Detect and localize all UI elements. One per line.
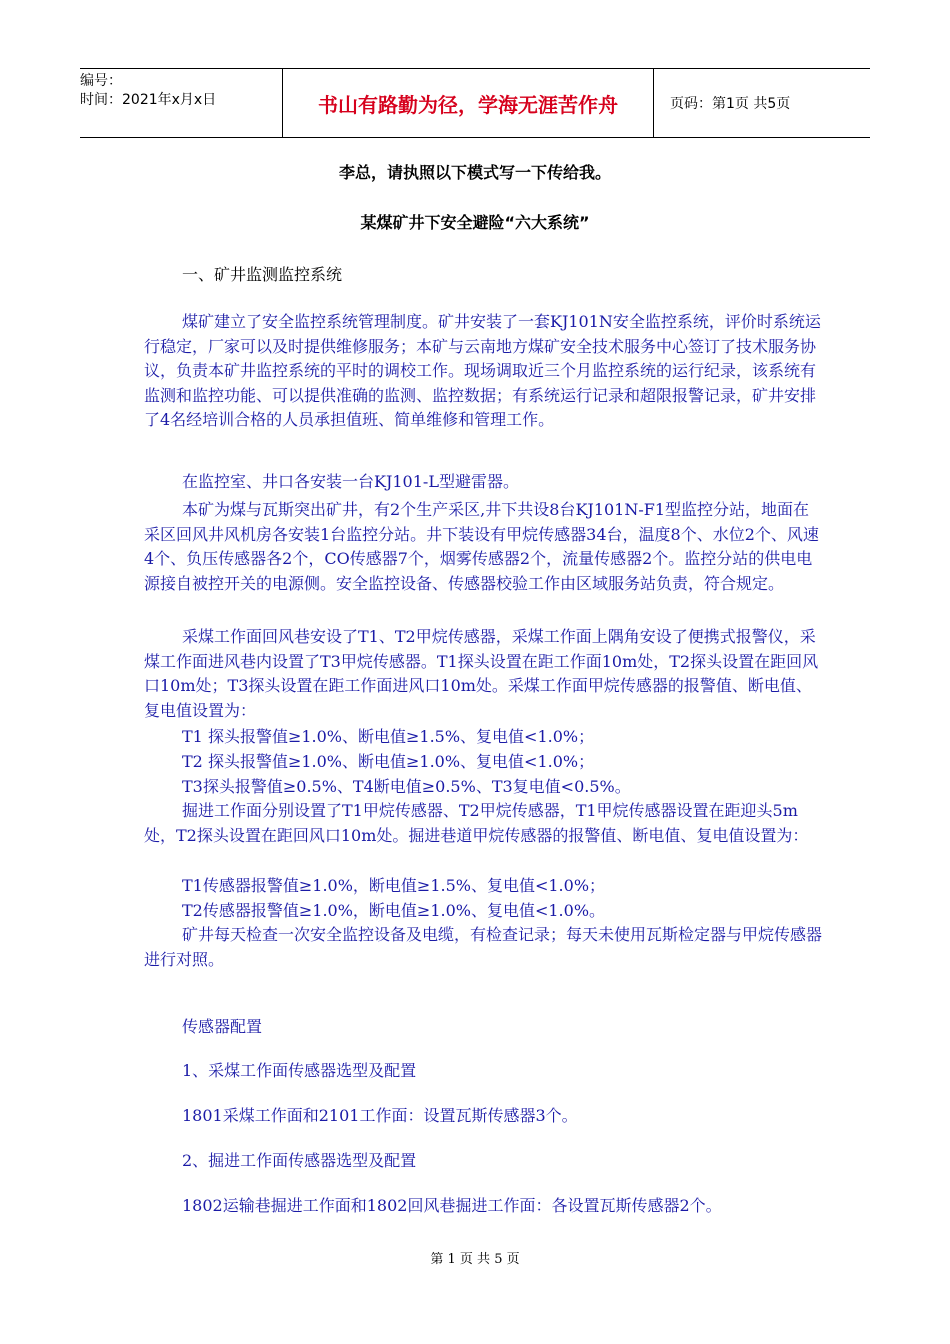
item-1-text: 1801采煤工作面和2101工作面：设置瓦斯传感器3个。	[182, 1106, 578, 1125]
paragraph-4-text: 采煤工作面回风巷安设了T1、T2甲烷传感器，采煤工作面上隅角安设了便携式报警仪，采煤工作面进风巷内设置了T3甲烷传感器。T1探头设置在距工作面10m处，T2探头设置在距回风口10m处；T3探头设置在距工作面进风口10m处。采煤工作面甲烷传感器的报警值、断电值、复电值设置为：	[144, 627, 819, 720]
paragraph-1	[144, 310, 824, 433]
paragraph-6-text: 矿井每天检查一次安全监控设备及电缆，有检查记录；每天未使用瓦斯检定器与甲烷传感器进行对照。	[144, 925, 823, 969]
item-2-heading: 2、掘进工作面传感器选型及配置	[182, 1151, 417, 1170]
item-2-text: 1802运输巷掘进工作面和1802回风巷掘进工作面：各设置瓦斯传感器2个。	[182, 1196, 722, 1215]
paragraph-2	[144, 470, 824, 495]
request-line: 李总，请执照以下模式写一下传给我。	[338, 163, 611, 182]
paragraph-5	[144, 799, 824, 848]
item-1-heading: 1、采煤工作面传感器选型及配置	[182, 1061, 417, 1080]
section-heading-1: 一、矿井监测监控系统	[182, 265, 343, 284]
page-info-text: 页码：第1页 共5页	[670, 96, 791, 112]
header-meta	[80, 69, 280, 140]
paragraph-5-text: 掘进工作面分别设置了T1甲烷传感器、T2甲烷传感器，T1甲烷传感器设置在距迎头5m处，T2探头设置在距回风口10m处。掘进巷道甲烷传感器的报警值、断电值、复电值设置为：	[144, 801, 809, 845]
header-page-info	[662, 69, 870, 137]
t1-setting-line: T1 探头报警值≥1.0%、断电值≥1.5%、复电值<1.0%；	[182, 727, 595, 746]
t1-sensor-line: T1传感器报警值≥1.0%，断电值≥1.5%、复电值<1.0%；	[182, 876, 606, 895]
t2-sensor-line: T2传感器报警值≥1.0%，断电值≥1.0%、复电值<1.0%。	[182, 901, 606, 920]
page-footer: 第 1 页 共 5 页	[430, 1252, 520, 1267]
page-header	[80, 68, 870, 138]
paragraph-2-text: 在监控室、井口各安装一台KJ101-L型避雷器。	[182, 472, 519, 491]
number-label: 编号：	[80, 73, 122, 89]
paragraph-3-text: 本矿为煤与瓦斯突出矿井，有2个生产采区,井下共设8台KJ101N-F1型监控分站，地面在采区回风井风机房各安装1台监控分站。井下装设有甲烷传感器34台，温度8个、水位2个、风速4个、负压传感器各2个，CO传感器7个，烟雾传感器2个，流量传感器2个。监控分站的供电电源接自被控开关的电源侧。安全监控设备、传感器校验工作由区域服务站负责，符合规定。	[144, 500, 819, 593]
sensor-config-heading: 传感器配置	[182, 1017, 263, 1036]
paragraph-6	[144, 923, 824, 972]
t3-setting-line: T3探头报警值≥0.5%、T4断电值≥0.5%、T3复电值<0.5%。	[182, 777, 631, 796]
time-label: 时间：2021年x月x日	[80, 92, 217, 108]
paragraph-4	[144, 625, 824, 723]
document-title: 某煤矿井下安全避险“六大系统”	[360, 213, 590, 232]
header-motto: 书山有路勤为径，学海无涯苦作舟	[282, 69, 654, 137]
paragraph-3	[144, 498, 824, 596]
paragraph-1-text: 煤矿建立了安全监控系统管理制度。矿井安装了一套KJ101N安全监控系统，评价时系统运行稳定，厂家可以及时提供维修服务；本矿与云南地方煤矿安全技术服务中心签订了技术服务协议，负责本矿井监控系统的平时的调校工作。现场调取近三个月监控系统的运行纪录，该系统有监测和监控功能、可以提供准确的监测、监控数据；有系统运行记录和超限报警记录，矿井安排了4名经培训合格的人员承担值班、简单维修和管理工作。	[144, 312, 821, 429]
t2-setting-line: T2 探头报警值≥1.0%、断电值≥1.0%、复电值<1.0%；	[182, 752, 595, 771]
